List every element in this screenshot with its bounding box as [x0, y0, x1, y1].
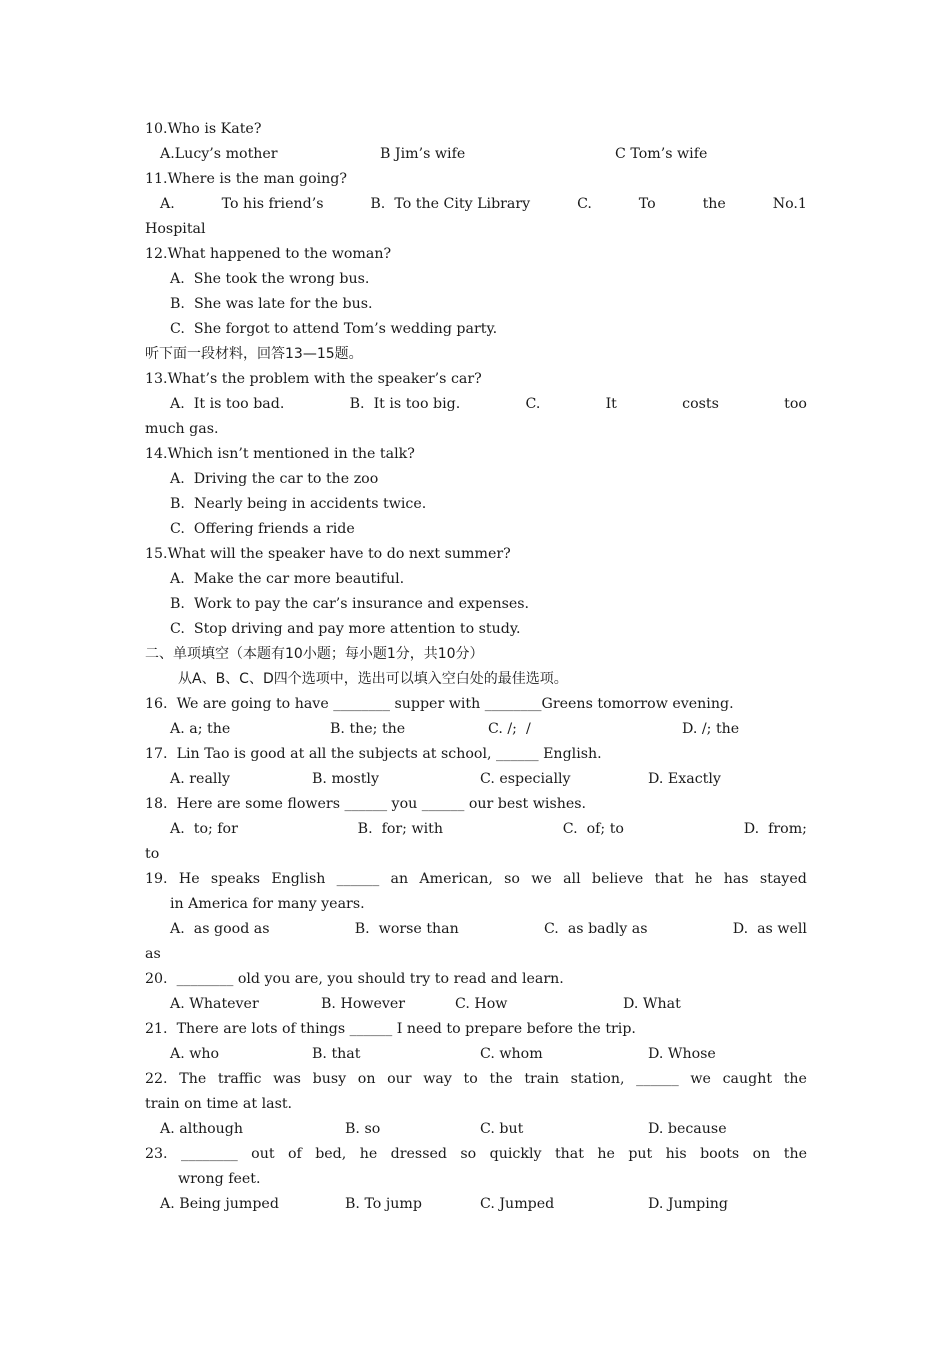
option-b: B. To jump [345, 1196, 422, 1212]
word: No.1 [772, 196, 807, 212]
option-c: C. of; to [562, 821, 624, 837]
word: of [287, 1146, 302, 1162]
question-17: 17. Lin Tao is good at all the subjects at school, ______ English. [145, 746, 602, 762]
question-19-options-wrap: as [145, 946, 161, 962]
option-b: B. worse than [354, 921, 459, 937]
option-a: A. It is too bad. [170, 396, 285, 412]
word: bed, [315, 1146, 347, 1162]
word: so [504, 871, 520, 887]
question-20-options [170, 992, 807, 1017]
word: dressed [390, 1146, 447, 1162]
question-19 [145, 867, 807, 892]
word: we [531, 871, 552, 887]
word: out [251, 1146, 275, 1162]
question-16-options [170, 717, 807, 742]
question-15: 15.What will the speaker have to do next summer? [145, 546, 511, 562]
word: was [273, 1071, 301, 1087]
blank: ______ [336, 871, 380, 887]
option-b: B. It is too big. [349, 396, 461, 412]
question-20: 20. ________ old you are, you should try to read and learn. [145, 971, 564, 987]
word: quickly [489, 1146, 542, 1162]
question-11: 11.Where is the man going? [145, 171, 347, 187]
word: way [423, 1071, 452, 1087]
word: an [390, 871, 409, 887]
question-16: 16. We are going to have ________ supper with ________Greens tomorrow evening. [145, 696, 734, 712]
option-a-label: A. [160, 196, 175, 212]
word: costs [682, 396, 719, 412]
blank: ______ [636, 1071, 679, 1087]
word: busy [312, 1071, 347, 1087]
word: on [357, 1071, 376, 1087]
option-c: C. especially [480, 771, 571, 787]
question-11-wrap: Hospital [145, 221, 206, 237]
question-19-options [170, 917, 807, 942]
word: the [702, 196, 726, 212]
option-c: C. whom [480, 1046, 543, 1062]
word: put [628, 1146, 653, 1162]
option-c: C. She forgot to attend Tom’s wedding party. [170, 321, 498, 337]
word: to [463, 1071, 478, 1087]
word: he [694, 871, 713, 887]
word: he [597, 1146, 615, 1162]
word: so [460, 1146, 477, 1162]
word: 19. [145, 871, 168, 887]
word: 23. [145, 1146, 168, 1162]
word: To [638, 196, 656, 212]
question-22-wrap: train on time at last. [145, 1096, 293, 1112]
option-a: A. who [170, 1046, 220, 1062]
option-d: D. Exactly [648, 771, 721, 787]
option-d: D. /; the [682, 721, 740, 737]
word: The [179, 1071, 207, 1087]
option-c: C. /; / [488, 721, 531, 737]
option-c: C. How [455, 996, 508, 1012]
section-instruction: 从A、B、C、D四个选项中，选出可以填入空白处的最佳选项。 [178, 671, 568, 687]
word: the [783, 1146, 807, 1162]
question-21-options [170, 1042, 807, 1067]
option-b: B. To the City Library [370, 196, 531, 212]
option-d: D. as well [732, 921, 807, 937]
option-b: B. the; the [330, 721, 406, 737]
word: that [554, 1146, 584, 1162]
word: It [605, 396, 617, 412]
option-a: A. Driving the car to the zoo [170, 471, 379, 487]
word: he [359, 1146, 378, 1162]
option-b: B. Work to pay the car’s insurance and expenses. [170, 596, 530, 612]
option-b: B. Nearly being in accidents twice. [170, 496, 427, 512]
word: English [271, 871, 326, 887]
option-c: C. Offering friends a ride [170, 521, 355, 537]
option-a: A. Being jumped [160, 1196, 279, 1212]
question-18-options [170, 817, 807, 842]
option-b: B. mostly [312, 771, 379, 787]
question-23 [145, 1142, 807, 1167]
word: we [690, 1071, 711, 1087]
word: 22. [145, 1071, 168, 1087]
word: on [752, 1146, 771, 1162]
word: American, [419, 871, 493, 887]
word: traffic [217, 1071, 262, 1087]
word: speaks [210, 871, 261, 887]
option-d: D. from; [743, 821, 807, 837]
option-c: C Tom’s wife [615, 146, 708, 162]
option-b: B Jim’s wife [380, 146, 466, 162]
word: too [784, 396, 807, 412]
option-d: D. because [648, 1121, 727, 1137]
question-12: 12.What happened to the woman? [145, 246, 392, 262]
option-a: A. Make the car more beautiful. [170, 571, 405, 587]
question-23-options [160, 1192, 807, 1217]
word: believe [591, 871, 644, 887]
option-a-text: To his friend’s [221, 196, 324, 212]
word: station, [570, 1071, 625, 1087]
word: has [723, 871, 749, 887]
option-b: B. for; with [357, 821, 443, 837]
question-13: 13.What’s the problem with the speaker’s car? [145, 371, 482, 387]
word: that [654, 871, 684, 887]
option-c: C. Stop driving and pay more attention to study. [170, 621, 521, 637]
option-d: D. Jumping [648, 1196, 729, 1212]
word: stayed [759, 871, 807, 887]
word: caught [722, 1071, 773, 1087]
option-a: A. really [170, 771, 230, 787]
option-a: A. although [160, 1121, 243, 1137]
option-c: C. but [480, 1121, 524, 1137]
section-heading: 二、单项填空（本题有10小题；每小题1分，共10分） [145, 646, 484, 662]
question-13-options [170, 392, 807, 417]
option-a: A. a; the [170, 721, 231, 737]
word: his [665, 1146, 687, 1162]
option-b: B. that [312, 1046, 361, 1062]
word: all [563, 871, 581, 887]
question-14: 14.Which isn’t mentioned in the talk? [145, 446, 415, 462]
option-b: B. She was late for the bus. [170, 296, 373, 312]
option-d: D. What [623, 996, 681, 1012]
question-22-options [160, 1117, 807, 1142]
question-10: 10.Who is Kate? [145, 121, 262, 137]
word: the [783, 1071, 807, 1087]
option-a: A. as good as [170, 921, 270, 937]
question-23-wrap: wrong feet. [178, 1171, 261, 1187]
word: our [387, 1071, 412, 1087]
question-10-options [160, 142, 807, 167]
question-18-wrap: to [145, 846, 160, 862]
option-a: A. to; for [170, 821, 238, 837]
question-18: 18. Here are some flowers ______ you ______ our best wishes. [145, 796, 587, 812]
question-22 [145, 1067, 807, 1092]
word: the [489, 1071, 513, 1087]
word: train [524, 1071, 559, 1087]
question-17-options [170, 767, 807, 792]
question-11-options [160, 192, 807, 217]
option-c-label: C. [525, 396, 541, 412]
listening-instruction: 听下面一段材料，回答13—15题。 [145, 346, 363, 362]
option-b: B. so [345, 1121, 381, 1137]
option-c: C. as badly as [543, 921, 648, 937]
option-c-label: C. [577, 196, 592, 212]
option-c: C. Jumped [480, 1196, 555, 1212]
question-21: 21. There are lots of things ______ I need to prepare before the trip. [145, 1021, 636, 1037]
option-a: A. She took the wrong bus. [170, 271, 370, 287]
word: boots [700, 1146, 740, 1162]
option-a: A. Whatever [170, 996, 259, 1012]
option-a: A.Lucy’s mother [160, 146, 278, 162]
option-b: B. However [321, 996, 406, 1012]
blank: ________ [181, 1146, 238, 1162]
question-19-wrap: in America for many years. [170, 896, 365, 912]
question-13-wrap: much gas. [145, 421, 219, 437]
word: He [178, 871, 200, 887]
option-d: D. Whose [648, 1046, 716, 1062]
